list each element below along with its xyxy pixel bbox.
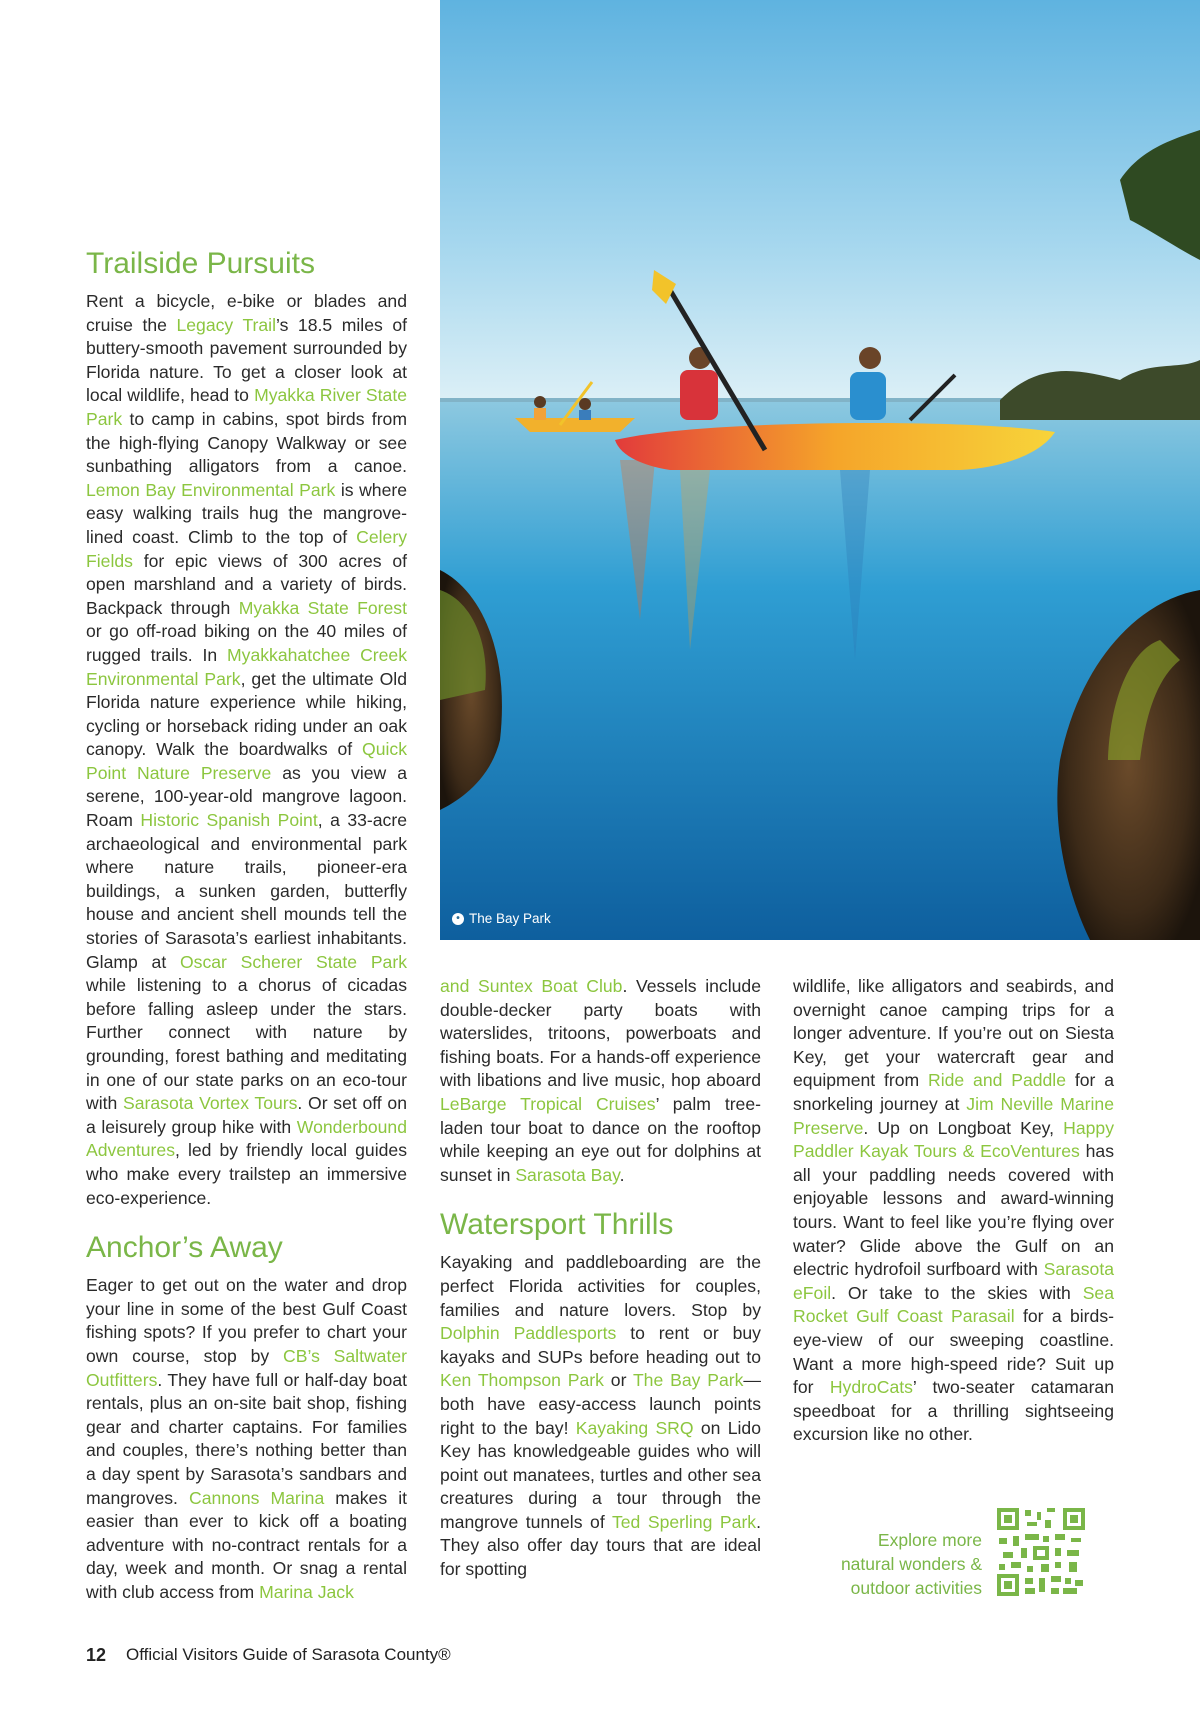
place-link[interactable]: Ken Thompson Park xyxy=(440,1370,604,1391)
body-text: or go off-road biking on the 40 miles of rugged trails. In xyxy=(86,621,407,665)
place-link[interactable]: Oscar Scherer State Park xyxy=(179,951,407,972)
place-link[interactable]: Myakkahatchee Creek Environmental Park xyxy=(86,644,408,689)
page-number: 12 xyxy=(86,1645,107,1665)
body-text: makes it easier than ever to kick off a boating adventure with no-contract rentals for a day, week and month. Or snag a rental with club access from xyxy=(86,1487,407,1602)
body-text: . Up on Longboat Key, xyxy=(863,1117,1064,1138)
place-link[interactable]: CB’s Saltwater Outfitters xyxy=(86,1345,408,1390)
body-text: ’s 18.5 miles of buttery-smooth pavement surrounded by Florida nature. To get a closer look at local wildlife, head to xyxy=(86,314,407,406)
paragraph-watersport xyxy=(440,1251,761,1581)
place-link[interactable]: Ride and Paddle xyxy=(928,1070,1066,1091)
place-link[interactable]: Wonderbound Adventures xyxy=(86,1116,407,1161)
photo-caption-text: The Bay Park xyxy=(469,911,551,926)
body-text: . Or take to the skies with xyxy=(831,1282,1083,1303)
place-link[interactable]: Myakka River State Park xyxy=(86,385,407,429)
kayak-photo-illustration xyxy=(440,0,1200,940)
place-link[interactable]: Happy Paddler Kayak Tours & EcoVentures xyxy=(793,1117,1114,1162)
body-text: is where easy walking trails hug the mangrove-lined coast. Climb to the top of xyxy=(86,479,407,547)
body-text: for epic views of 300 acres of open marshland and a variety of birds. Backpack through xyxy=(86,550,407,618)
body-text: Eager to get out on the water and drop your line in some of the best Gulf Coast fishing spots? If you prefer to chart your own course, stop by xyxy=(86,1275,407,1366)
page-footer xyxy=(86,1645,451,1666)
place-link[interactable]: Jim Neville Marine Preserve xyxy=(793,1093,1114,1138)
place-link[interactable]: Ted Sperling Park xyxy=(611,1511,757,1532)
place-link[interactable]: Celery Fields xyxy=(86,526,407,571)
body-text: , led by friendly local guides who make every trailstep an immersive eco-experience. xyxy=(86,1140,407,1208)
body-text: . xyxy=(619,1164,625,1185)
body-text: on Lido Key has knowledgeable guides who will point out manatees, turtles and other sea creatures during a tour through the mangrove tunnels of xyxy=(440,1417,761,1532)
body-text: for a birds-eye-view of our sweeping coastline. Want a more high-speed ride? Suit up for xyxy=(793,1306,1114,1398)
body-text: or xyxy=(603,1370,633,1391)
column-right xyxy=(793,975,1114,1447)
body-text: , get the ultimate Old Florida nature experience while hiking, cycling or horseback riding under an oak canopy. Walk the boardwalks of xyxy=(86,668,408,760)
qr-code-icon[interactable] xyxy=(997,1508,1085,1596)
body-text: to camp in cabins, spot birds from the high-flying Canopy Walkway or see sunbathing alligators from a canoe. xyxy=(86,408,407,477)
kayak-photo xyxy=(440,0,1200,940)
heading-trailside-pursuits: Trailside Pursuits xyxy=(86,247,315,280)
place-link[interactable]: The Bay Park xyxy=(632,1370,744,1391)
place-link[interactable]: Lemon Bay Environmental Park xyxy=(86,479,336,500)
place-link[interactable]: Marina Jack xyxy=(259,1581,354,1602)
place-link[interactable]: Legacy Trail xyxy=(176,314,276,335)
cta-line-1: Explore more xyxy=(877,1530,982,1550)
heading-anchors-away: Anchor’s Away xyxy=(86,1231,283,1265)
heading-watersport-thrills: Watersport Thrills xyxy=(440,1208,674,1242)
place-link[interactable]: Historic Spanish Point xyxy=(140,810,318,831)
publication-title: Official Visitors Guide of Sarasota County® xyxy=(126,1645,451,1664)
photo-caption xyxy=(452,911,551,926)
body-text: Kayaking and paddleboarding are the perfect Florida activities for couples, families and nature lovers. Stop by xyxy=(440,1252,761,1320)
body-text: , a 33-acre archaeological and environmental park where nature trails, pioneer-era buildings, a sunken garden, butterfly house and ancient shell mounds tell the stories of Sarasota’s earliest inhabitants. Glamp at xyxy=(86,810,408,972)
place-link[interactable]: HydroCats xyxy=(829,1377,913,1398)
body-text: . Vessels include double-decker party boats with waterslides, tritoons, powerboats and fishing boats. For a hands-off experience with libations and live music, hop aboard xyxy=(440,976,761,1091)
column-left xyxy=(86,246,407,1604)
body-text: ’ two-seater catamaran speedboat for a thrilling sightseeing excursion like no other. xyxy=(793,1377,1114,1445)
body-text: as you view a serene, 100-year-old mangrove lagoon. Roam xyxy=(86,762,407,831)
camera-icon: • xyxy=(452,913,464,925)
body-text: . They have full or half-day boat rentals, plus an on-site bait shop, fishing gear and charter captains. For families and couples, there’s nothing better than a day spent by Sarasota’s sandbars and mangroves. xyxy=(86,1369,407,1508)
body-text: ’ palm tree-laden tour boat to dance on the rooftop while keeping an eye out for dolphins at sunset in xyxy=(440,1093,761,1185)
body-text: while listening to a chorus of cicadas before falling asleep under the stars. Further connect with nature by grounding, forest bathing and meditating in one of our state parks on an eco-tour with xyxy=(86,975,407,1114)
cta-line-2: natural wonders & xyxy=(840,1554,982,1574)
paragraph-anchors xyxy=(86,1274,407,1604)
place-link[interactable]: Myakka State Forest xyxy=(238,597,407,618)
place-link[interactable]: and Suntex Boat Club xyxy=(440,976,623,996)
place-link[interactable]: Dolphin Paddlesports xyxy=(440,1323,617,1344)
paragraph-watersport-continued xyxy=(793,975,1114,1447)
body-text: to rent or buy kayaks and SUPs before heading out to xyxy=(440,1323,761,1367)
explore-more-cta[interactable] xyxy=(790,1528,982,1600)
body-text: wildlife, like alligators and seabirds, and overnight canoe camping trips for a longer adventure. If you’re out on Siesta Key, get your watercraft gear and equipment from xyxy=(793,976,1114,1091)
body-text: for a snorkeling journey at xyxy=(793,1070,1114,1114)
place-link[interactable]: Cannons Marina xyxy=(188,1487,325,1508)
place-link[interactable]: Sarasota eFoil xyxy=(793,1259,1114,1303)
body-text: . They also offer day tours that are ideal for spotting xyxy=(440,1511,761,1580)
cta-line-3: outdoor activities xyxy=(850,1578,982,1598)
body-text: has all your paddling needs covered with enjoyable lessons and award-winning tours. Want to feel like you’re flying over water? Glide above the Gulf on an electric hydrofoil surfboard with xyxy=(793,1141,1115,1280)
paragraph-trailside xyxy=(86,290,407,1210)
place-link[interactable]: Sarasota Bay xyxy=(515,1164,620,1185)
place-link[interactable]: Sarasota Vortex Tours xyxy=(123,1093,298,1114)
place-link[interactable]: LeBarge Tropical Cruises xyxy=(440,1093,656,1114)
paragraph-boats-continued xyxy=(440,975,761,1187)
place-link[interactable]: Sea Rocket Gulf Coast Parasail xyxy=(793,1282,1114,1327)
place-link[interactable]: Kayaking SRQ xyxy=(575,1417,694,1438)
body-text: —both have easy-access launch points right to the bay! xyxy=(440,1370,761,1438)
place-link[interactable]: Quick Point Nature Preserve xyxy=(86,739,407,783)
column-middle xyxy=(440,975,761,1582)
body-text: Rent a bicycle, e-bike or blades and cruise the xyxy=(86,291,407,335)
body-text: . Or set off on a leisurely group hike with xyxy=(86,1093,407,1137)
